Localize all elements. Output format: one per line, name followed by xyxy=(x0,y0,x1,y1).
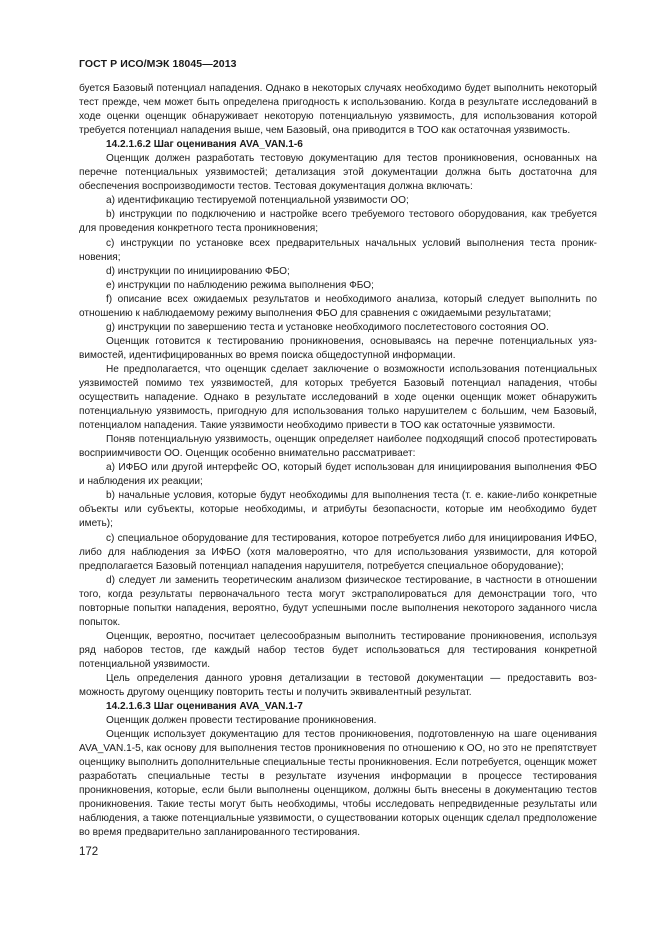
paragraph: Не предполагается, что оценщик сделает заключение о возможности использования потенциальных уязвимостей помимо тех уязвимостей, для которых требуется Базовый потенциал нападения, чтобы осуществить нападение. Однако в результате исследований в ходе оценки оценщик может обнаружить потенциальную уязвимость, пригодную для использования только нарушителем с большим, чем Базовый, потенциалом нападения. Такие уязвимости необходимо привести в ТОО как остаточные уязвимости. xyxy=(79,363,597,432)
paragraph: Цель определения данного уровня детализации в тестовой документации — предоставить возможность другому оценщику повторить тесты и получить эквивалентный результат. xyxy=(79,672,597,699)
paragraph: Оценщик готовится к тестированию проникновения, основываясь на перечне потенциальных уязвимостей, идентифицированных во время поиска общедоступной информации. xyxy=(79,335,597,361)
section-heading: 14.2.1.6.2 Шаг оценивания AVA_VAN.1-6 xyxy=(106,139,303,151)
list-item: b) начальные условия, которые будут необходимы для выполнения теста (т. е. какие-либо конкретные объекты или субъекты, которые необходимы, и атрибуты безопасности, которые им необходимо будет иметь); xyxy=(79,490,597,530)
paragraph: Поняв потенциальную уязвимость, оценщик определяет наиболее подходящий способ протестировать восприимчивости ОО. Оценщик особенно внимательно рассматривает: xyxy=(79,434,597,460)
document-header: ГОСТ Р ИСО/МЭК 18045—2013 xyxy=(79,58,237,70)
paragraph: Оценщик, вероятно, посчитает целесообразным выполнить тестирование проникновения, используя ряд наборов тестов, где каждый набор тестов будет использоваться для тестирования конкретной потенциальной уязвимости. xyxy=(79,630,597,670)
page-number: 172 xyxy=(79,846,99,858)
document-body xyxy=(79,82,597,841)
paragraph: Оценщик должен провести тестирование проникновения. xyxy=(106,715,377,727)
list-item: d) инструкции по инициированию ФБО; xyxy=(106,265,290,277)
list-item: a) идентификацию тестируемой потенциальной уязвимости ОО; xyxy=(106,195,409,207)
list-item: b) инструкции по подключению и настройке всего требуемого тестового оборудования, как требуется для проведения конкретного теста проникновения; xyxy=(79,209,597,235)
paragraph-continuation: буется Базовый потенциал нападения. Однако в некоторых случаях необходимо будет выполнить некоторый тест прежде, чем может быть определена пригодность к использованию. Когда в результате исследований в ходе оценки оценщик обнаруживает некоторую потенциальную уязвимость, для использования которой требуется потенциал нападения выше, чем Базовый, она приводится в ТОО как остаточная уязвимость. xyxy=(79,83,597,137)
list-item: c) специальное оборудование для тестирования, которое потребуется либо для инициирования ИФБО, либо для наблюдения за ИФБО (хотя маловероятно, что для использования уязвимости, для которой предполагается Базовый потенциал нападения нарушителя, потребуется специальное оборудование); xyxy=(79,532,597,572)
list-item: a) ИФБО или другой интерфейс ОО, который будет использован для инициирования выполнения ФБО и наблюдения их реакции; xyxy=(79,462,597,488)
list-item: d) следует ли заменить теоретическим анализом физическое тестирование, в частности в отношении того, когда результаты первоначального теста могут экстраполироваться для демонстрации того, что повторные попытки нападения, вероятно, будут успешными после выполнения некоторого заданного числа попыток. xyxy=(79,574,597,628)
list-item: c) инструкции по установке всех предварительных начальных условий выполнения теста проникновения; xyxy=(79,237,597,263)
list-item: e) инструкции по наблюдению режима выполнения ФБО; xyxy=(106,279,374,291)
list-item: f) описание всех ожидаемых результатов и необходимого анализа, который следует выполнить по отношению к наблюдаемому режиму выполнения ФБО для сравнения с ожидаемыми результатами; xyxy=(79,293,597,319)
section-heading: 14.2.1.6.3 Шаг оценивания AVA_VAN.1-7 xyxy=(106,701,303,713)
paragraph: Оценщик использует документацию для тестов проникновения, подготовленную на шаге оценивания AVA_VAN.1-5, как основу для выполнения тестов проникновения по отношению к ОО, но это не препятствует оценщику выполнить дополнительные специальные тесты проникновения. Если потребуется, оценщик может разработать специальные тесты в результате изучения информации в процессе тестирования проникновения, которые, если были выполнены оценщиком, должны быть внесены в документацию тестов проникновения. Такие тесты могут быть необходимы, чтобы исследовать непредвиденные результаты или наблюдения, а также потенциальные уязвимости, о существовании которых оценщик сделал предположение во время предварительно запланированного тестирования. xyxy=(79,729,597,839)
paragraph: Оценщик должен разработать тестовую документацию для тестов проникновения, основанных на перечне потенциальных уязвимостей; детализация этой документации должна быть достаточна для обеспечения воспроизводимости тестов. Тестовая документация должна включать: xyxy=(79,153,597,193)
list-item: g) инструкции по завершению теста и установке необходимого послетестового состояния ОО. xyxy=(106,321,549,333)
